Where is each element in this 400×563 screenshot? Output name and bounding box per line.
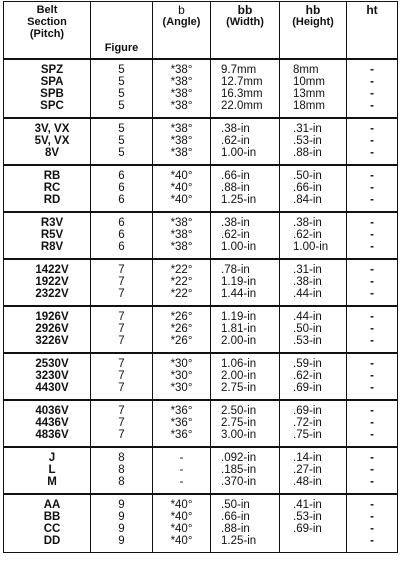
ht-value-cell xyxy=(347,353,398,400)
ht-value: - xyxy=(370,311,374,323)
table-row xyxy=(4,494,398,553)
ht-value: - xyxy=(370,370,374,382)
belt-width: .092-in xyxy=(221,452,257,464)
groove-angle-cell xyxy=(153,212,211,259)
header-belt-section xyxy=(4,2,91,60)
belt-width-cell xyxy=(211,306,280,353)
belt-width: 1.19-in xyxy=(221,276,257,288)
belt-code: 4036V xyxy=(35,405,69,417)
belt-group xyxy=(4,59,398,118)
ht-value: - xyxy=(370,229,374,241)
belt-group xyxy=(4,353,398,400)
belt-code: SPC xyxy=(40,100,64,112)
ht-value-cell xyxy=(347,306,398,353)
belt-height: .62-in xyxy=(293,229,322,241)
groove-angle: *38° xyxy=(170,229,193,241)
belt-code: BB xyxy=(43,511,61,523)
belt-code: RB xyxy=(43,170,61,182)
belt-height: .62-in xyxy=(293,370,322,382)
ht-value: - xyxy=(370,535,374,547)
ht-value: - xyxy=(370,476,374,488)
header-ht-symbol: ht xyxy=(366,3,378,17)
table-row xyxy=(4,259,398,306)
belt-code: 4836V xyxy=(35,429,69,441)
groove-angle-cell xyxy=(153,118,211,165)
belt-code: 1926V xyxy=(35,311,69,323)
ht-value: - xyxy=(370,264,374,276)
belt-code-cell xyxy=(4,400,91,447)
ht-value: - xyxy=(370,405,374,417)
belt-width: 2.50-in xyxy=(221,405,257,417)
belt-width: 12.7mm xyxy=(221,76,263,88)
groove-angle: *36° xyxy=(170,429,193,441)
figure-number: 6 xyxy=(118,182,125,194)
belt-height: .66-in xyxy=(293,182,322,194)
belt-code: 4430V xyxy=(35,382,69,394)
belt-width-cell xyxy=(211,447,280,494)
table-row xyxy=(4,118,398,165)
groove-angle: *38° xyxy=(170,135,193,147)
figure-number: 7 xyxy=(118,382,125,394)
belt-height: .38-in xyxy=(293,276,322,288)
groove-angle-cell xyxy=(153,259,211,306)
belt-code: 1422V xyxy=(35,264,69,276)
belt-height xyxy=(293,535,346,547)
belt-code-cell xyxy=(4,353,91,400)
ht-value: - xyxy=(370,100,374,112)
belt-width: 1.19-in xyxy=(221,311,257,323)
ht-value-cell xyxy=(347,494,398,553)
belt-height: .53-in xyxy=(293,135,322,147)
belt-height: .14-in xyxy=(293,452,322,464)
belt-code-cell xyxy=(4,212,91,259)
belt-height: .48-in xyxy=(293,476,322,488)
groove-angle-cell xyxy=(153,59,211,118)
groove-angle: *40° xyxy=(170,170,193,182)
belt-width: 9.7mm xyxy=(221,64,257,76)
figure-number-cell xyxy=(91,118,153,165)
belt-height-cell xyxy=(280,306,347,353)
figure-number: 9 xyxy=(118,511,125,523)
groove-angle-cell xyxy=(153,165,211,212)
groove-angle: *26° xyxy=(170,335,193,347)
belt-group xyxy=(4,259,398,306)
belt-code: DD xyxy=(43,535,61,547)
ht-value: - xyxy=(370,335,374,347)
ht-value-cell xyxy=(347,447,398,494)
groove-angle: - xyxy=(179,452,184,464)
belt-code: 2926V xyxy=(35,323,69,335)
belt-width: 1.44-in xyxy=(221,288,257,300)
ht-value: - xyxy=(370,123,374,135)
figure-number-cell xyxy=(91,212,153,259)
figure-number: 8 xyxy=(118,452,125,464)
groove-angle-cell xyxy=(153,353,211,400)
belt-code: R3V xyxy=(40,217,64,229)
belt-height: .50-in xyxy=(293,170,322,182)
belt-width: 22.0mm xyxy=(221,100,263,112)
header-width xyxy=(211,2,280,60)
belt-code: CC xyxy=(43,523,61,535)
ht-value: - xyxy=(370,382,374,394)
header-belt-line-1: Belt xyxy=(36,4,58,16)
belt-width: 2.00-in xyxy=(221,335,257,347)
figure-number: 6 xyxy=(118,217,125,229)
belt-width: .88-in xyxy=(221,182,250,194)
belt-height-cell xyxy=(280,212,347,259)
ht-value: - xyxy=(370,464,374,476)
belt-code: R8V xyxy=(40,241,64,253)
ht-value: - xyxy=(370,288,374,300)
belt-width: 3.00-in xyxy=(221,429,257,441)
header-height xyxy=(280,2,347,60)
figure-number: 5 xyxy=(118,64,125,76)
groove-angle-cell xyxy=(153,400,211,447)
belt-width: .50-in xyxy=(221,499,250,511)
belt-width: 1.06-in xyxy=(221,358,257,370)
groove-angle: *38° xyxy=(170,217,193,229)
belt-code: RD xyxy=(43,194,61,206)
belt-height: .44-in xyxy=(293,288,322,300)
groove-angle: *22° xyxy=(170,288,193,300)
figure-number: 6 xyxy=(118,170,125,182)
ht-value: - xyxy=(370,88,374,100)
header-angle-symbol: b xyxy=(178,3,185,17)
belt-width: .88-in xyxy=(221,523,250,535)
figure-number: 6 xyxy=(118,241,125,253)
belt-width: .62-in xyxy=(221,135,250,147)
figure-number-cell xyxy=(91,59,153,118)
groove-angle: *38° xyxy=(170,88,193,100)
groove-angle: *36° xyxy=(170,405,193,417)
belt-group xyxy=(4,306,398,353)
figure-number: 5 xyxy=(118,135,125,147)
ht-value: - xyxy=(370,170,374,182)
ht-value: - xyxy=(370,452,374,464)
table-row xyxy=(4,165,398,212)
belt-group xyxy=(4,118,398,165)
groove-angle: - xyxy=(179,464,184,476)
belt-height: 1.00-in xyxy=(293,241,329,253)
figure-number: 5 xyxy=(118,123,125,135)
figure-number: 9 xyxy=(118,535,125,547)
ht-value: - xyxy=(370,499,374,511)
groove-angle: *30° xyxy=(170,370,193,382)
belt-height-cell xyxy=(280,494,347,553)
groove-angle: *40° xyxy=(170,511,193,523)
figure-number: 5 xyxy=(118,76,125,88)
table-row xyxy=(4,59,398,118)
groove-angle: *30° xyxy=(170,358,193,370)
belt-height: .38-in xyxy=(293,217,322,229)
ht-value: - xyxy=(370,523,374,535)
belt-width: .78-in xyxy=(221,264,250,276)
groove-angle-cell xyxy=(153,306,211,353)
belt-width: .185-in xyxy=(221,464,257,476)
belt-code: 3V, VX xyxy=(34,123,70,135)
figure-number: 8 xyxy=(118,476,125,488)
belt-width: .62-in xyxy=(221,229,250,241)
figure-number: 7 xyxy=(118,311,125,323)
belt-height: .84-in xyxy=(293,194,322,206)
belt-code: L xyxy=(48,464,56,476)
groove-angle: *26° xyxy=(170,311,193,323)
figure-number-cell xyxy=(91,306,153,353)
belt-code: 8V xyxy=(44,147,60,159)
ht-value: - xyxy=(370,358,374,370)
belt-width: 1.25-in xyxy=(221,194,257,206)
ht-value-cell xyxy=(347,212,398,259)
belt-code: 3226V xyxy=(35,335,69,347)
belt-width: 2.00-in xyxy=(221,370,257,382)
table-row xyxy=(4,447,398,494)
ht-value: - xyxy=(370,241,374,253)
header-belt-line-2: Section xyxy=(27,16,67,28)
belt-code-cell xyxy=(4,306,91,353)
groove-angle: *38° xyxy=(170,100,193,112)
belt-code-cell xyxy=(4,118,91,165)
belt-height-cell xyxy=(280,165,347,212)
ht-value: - xyxy=(370,76,374,88)
figure-number: 9 xyxy=(118,499,125,511)
ht-value: - xyxy=(370,135,374,147)
belt-code: SPB xyxy=(40,88,64,100)
belt-width-cell xyxy=(211,118,280,165)
groove-angle: *38° xyxy=(170,123,193,135)
figure-number: 8 xyxy=(118,464,125,476)
belt-width-cell xyxy=(211,353,280,400)
header-width-symbol: bb xyxy=(237,3,253,17)
belt-code-cell xyxy=(4,59,91,118)
belt-height: .88-in xyxy=(293,147,322,159)
header-angle xyxy=(153,2,211,60)
figure-number: 9 xyxy=(118,523,125,535)
ht-value: - xyxy=(370,276,374,288)
belt-width: .38-in xyxy=(221,217,250,229)
figure-number: 5 xyxy=(118,100,125,112)
figure-number: 7 xyxy=(118,335,125,347)
groove-angle: *40° xyxy=(170,499,193,511)
belt-width-cell xyxy=(211,400,280,447)
ht-value: - xyxy=(370,217,374,229)
table-row xyxy=(4,306,398,353)
belt-width-cell xyxy=(211,165,280,212)
belt-group xyxy=(4,447,398,494)
figure-number: 6 xyxy=(118,194,125,206)
ht-value: - xyxy=(370,323,374,335)
belt-code: 4436V xyxy=(35,417,69,429)
belt-width: 2.75-in xyxy=(221,382,257,394)
figure-number: 7 xyxy=(118,370,125,382)
belt-code: J xyxy=(48,452,56,464)
figure-number: 7 xyxy=(118,288,125,300)
belt-height: .27-in xyxy=(293,464,322,476)
belt-height: .50-in xyxy=(293,323,322,335)
ht-value: - xyxy=(370,64,374,76)
groove-angle: *38° xyxy=(170,76,193,88)
belt-code-cell xyxy=(4,165,91,212)
figure-number: 7 xyxy=(118,276,125,288)
belt-code: 5V, VX xyxy=(34,135,70,147)
belt-code-cell xyxy=(4,259,91,306)
belt-code: AA xyxy=(43,499,61,511)
table-header xyxy=(4,2,398,60)
belt-height-cell xyxy=(280,353,347,400)
belt-height: .31-in xyxy=(293,264,322,276)
belt-height: .69-in xyxy=(293,523,322,535)
belt-height: 13mm xyxy=(293,88,325,100)
groove-angle: *38° xyxy=(170,64,193,76)
figure-number: 7 xyxy=(118,323,125,335)
groove-angle: - xyxy=(179,476,184,488)
belt-height-cell xyxy=(280,400,347,447)
figure-number: 5 xyxy=(118,147,125,159)
figure-number-cell xyxy=(91,400,153,447)
figure-number: 6 xyxy=(118,229,125,241)
groove-angle: *36° xyxy=(170,417,193,429)
belt-height: .53-in xyxy=(293,511,322,523)
belt-width: 1.00-in xyxy=(221,147,257,159)
belt-code: RC xyxy=(43,182,61,194)
belt-code: SPA xyxy=(40,76,64,88)
belt-height: .72-in xyxy=(293,417,322,429)
groove-angle: *38° xyxy=(170,241,193,253)
groove-angle: *40° xyxy=(170,523,193,535)
belt-height: .69-in xyxy=(293,382,322,394)
groove-angle: *40° xyxy=(170,535,193,547)
header-row xyxy=(4,2,398,60)
figure-number-cell xyxy=(91,165,153,212)
belt-height: .41-in xyxy=(293,499,322,511)
belt-height-cell xyxy=(280,59,347,118)
belt-code: SPZ xyxy=(40,64,64,76)
belt-group xyxy=(4,212,398,259)
figure-number-cell xyxy=(91,447,153,494)
belt-height-cell xyxy=(280,118,347,165)
figure-number: 7 xyxy=(118,358,125,370)
belt-width-cell xyxy=(211,259,280,306)
header-width-label: (Width) xyxy=(226,16,264,28)
belt-height: 18mm xyxy=(293,100,325,112)
figure-number: 7 xyxy=(118,429,125,441)
ht-value-cell xyxy=(347,165,398,212)
header-figure: Figure xyxy=(91,2,153,60)
ht-value: - xyxy=(370,417,374,429)
belt-width: 2.75-in xyxy=(221,417,257,429)
figure-number: 5 xyxy=(118,88,125,100)
belt-width-cell xyxy=(211,212,280,259)
belt-width: .66-in xyxy=(221,170,250,182)
belt-height: .53-in xyxy=(293,335,322,347)
belt-group xyxy=(4,494,398,553)
belt-width-cell xyxy=(211,59,280,118)
ht-value-cell xyxy=(347,59,398,118)
groove-angle: *38° xyxy=(170,147,193,159)
belt-code: 2530V xyxy=(35,358,69,370)
header-ht xyxy=(347,2,398,60)
header-height-symbol: hb xyxy=(305,3,321,17)
groove-angle: *26° xyxy=(170,323,193,335)
groove-angle: *40° xyxy=(170,182,193,194)
groove-angle-cell xyxy=(153,494,211,553)
belt-height: 8mm xyxy=(293,64,319,76)
belt-width-cell xyxy=(211,494,280,553)
belt-height-cell xyxy=(280,447,347,494)
ht-value-cell xyxy=(347,400,398,447)
belt-height-cell xyxy=(280,259,347,306)
ht-value: - xyxy=(370,147,374,159)
belt-code: R5V xyxy=(40,229,64,241)
belt-section-table xyxy=(3,1,398,553)
belt-width: .66-in xyxy=(221,511,250,523)
groove-angle: *22° xyxy=(170,264,193,276)
belt-width: .38-in xyxy=(221,123,250,135)
figure-number-cell xyxy=(91,494,153,553)
table-row xyxy=(4,353,398,400)
belt-height: .75-in xyxy=(293,429,322,441)
belt-code: 2322V xyxy=(35,288,69,300)
belt-code: 3230V xyxy=(35,370,69,382)
table-row xyxy=(4,400,398,447)
belt-code: 1922V xyxy=(35,276,69,288)
ht-value-cell xyxy=(347,259,398,306)
belt-height: .69-in xyxy=(293,405,322,417)
figure-number-cell xyxy=(91,259,153,306)
groove-angle: *40° xyxy=(170,194,193,206)
groove-angle: *30° xyxy=(170,382,193,394)
ht-value: - xyxy=(370,194,374,206)
figure-number: 7 xyxy=(118,405,125,417)
belt-height: 10mm xyxy=(293,76,325,88)
belt-width: .370-in xyxy=(221,476,257,488)
groove-angle: *22° xyxy=(170,276,193,288)
belt-code-cell xyxy=(4,494,91,553)
belt-code-cell xyxy=(4,447,91,494)
groove-angle-cell xyxy=(153,447,211,494)
figure-number: 7 xyxy=(118,417,125,429)
figure-number-cell xyxy=(91,353,153,400)
belt-height: .59-in xyxy=(293,358,322,370)
ht-value-cell xyxy=(347,118,398,165)
figure-number: 7 xyxy=(118,264,125,276)
belt-width: 1.25-in xyxy=(221,535,257,547)
belt-width: 1.00-in xyxy=(221,241,257,253)
belt-width: 16.3mm xyxy=(221,88,263,100)
belt-width: 1.81-in xyxy=(221,323,257,335)
header-belt-line-3: (Pitch) xyxy=(29,28,65,40)
header-angle-label: (Angle) xyxy=(162,16,201,28)
table-row xyxy=(4,212,398,259)
belt-group xyxy=(4,400,398,447)
header-height-label: (Height) xyxy=(292,16,334,28)
ht-value: - xyxy=(370,429,374,441)
belt-group xyxy=(4,165,398,212)
belt-height: .44-in xyxy=(293,311,322,323)
belt-height: .31-in xyxy=(293,123,322,135)
belt-code: M xyxy=(47,476,57,488)
ht-value: - xyxy=(370,182,374,194)
ht-value: - xyxy=(370,511,374,523)
